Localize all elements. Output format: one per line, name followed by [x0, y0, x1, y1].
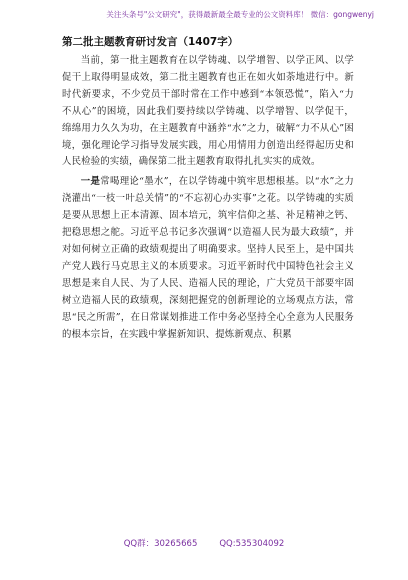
point-one-text: 常喝理论“墨水”，在以学铸魂中筑牢思想根基。以“水”之力浇灌出“一枝一叶总关情”的“不忘初心办实事”之花。以学铸魂的实质是要从思想上正本清源、固本培元，筑牢信仰之基、补足精神之钙、把稳思想之舵。习近平总书记多次强调“以造福人民为最大政绩”，并对如何树立正确的政绩观提出了明确要求。坚持人民至上，是中国共产党人践行马克思主义的本质要求。习近平新时代中国特色社会主义思想是来自人民、为了人民、造福人民的理论，广大党员干部要牢固树立造福人民的政绩观，深刻把握党的创新理论的立场观点方法，常思“民之所需”，在日常谋划推进工作中务必坚持全心全意为人民服务的根本宗旨，在实践中掌握新知识、提炼新观点、积累: [62, 176, 354, 340]
point-one-lead: 一是: [80, 176, 101, 188]
paragraph-intro: 当前，第一批主题教育在以学铸魂、以学增智、以学正风、以学促干上取得明显成效，第二批主题教育也正在如火如荼地进行中。新时代新要求，不少党员干部时常在工作中感到“本领恐慌”，陷入“力不从心”的困境，因此我们要持续以学铸魂、以学增智、以学促干，绵绵用力久久为功，在主题教育中涵养“水”之力，破解“力不从心”困境，强化理论学习指导发展实践，用心用情用力创造出经得起历史和人民检验的实绩，确保第二批主题教育取得扎扎实实的成效。: [62, 55, 354, 168]
header-promo-text: 关注头条号"公文研究"，获得最新最全最专业的公文资料库！ 微信：gongwenyj: [106, 10, 374, 19]
footer-qq-group: QQ群：30265665: [123, 539, 198, 549]
document-body: [62, 34, 354, 346]
footer-contact: [0, 538, 408, 550]
paragraph-point-one: [62, 174, 354, 343]
document-title: 第二批主题教育研讨发言（1407字）: [62, 36, 239, 48]
footer-qq: QQ:535304092: [219, 539, 285, 549]
